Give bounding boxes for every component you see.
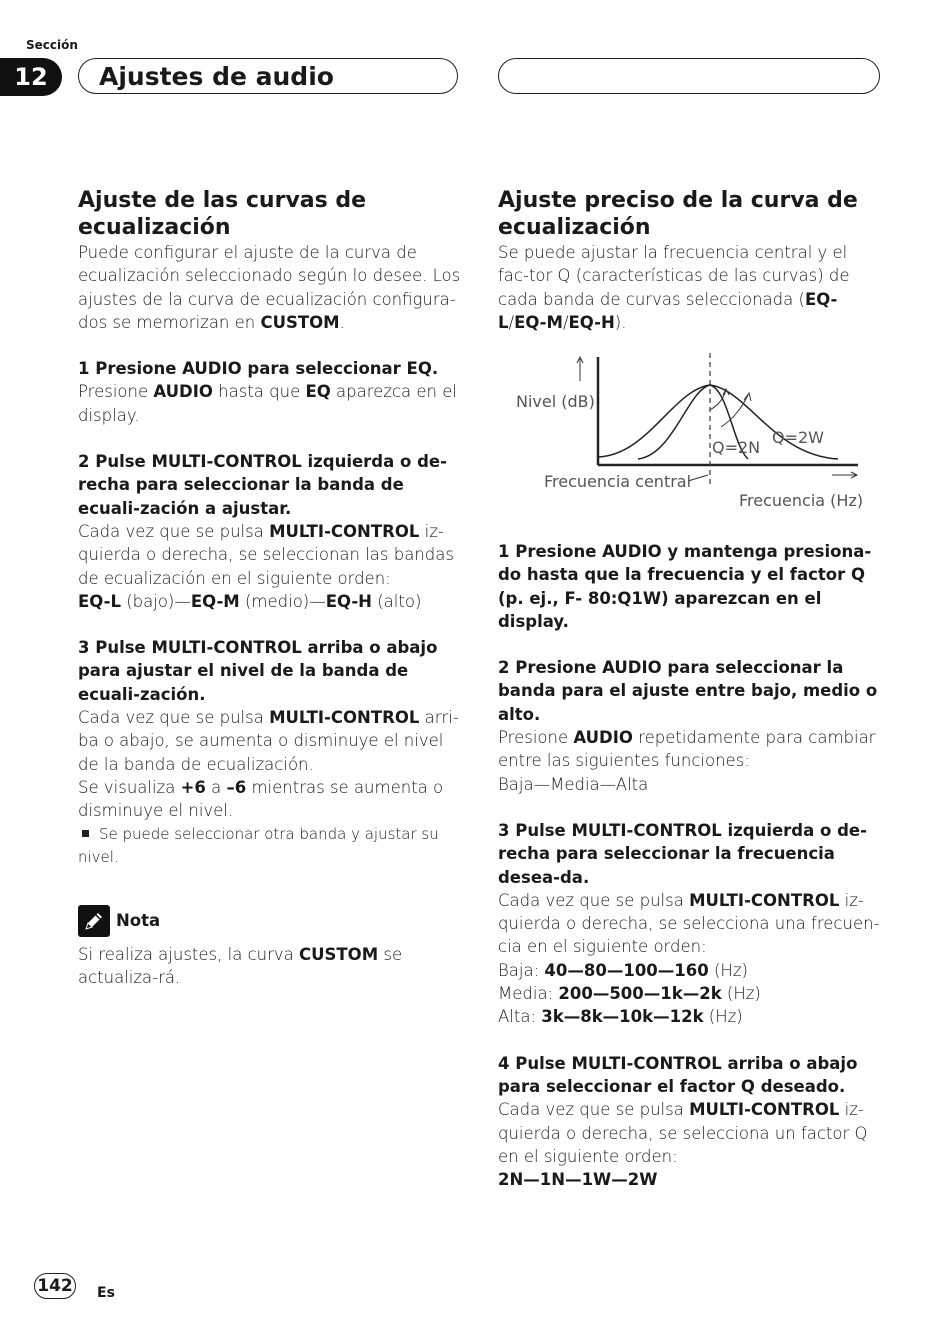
left-step2-text: Cada vez que se pulsa MULTI-CONTROL iz-quierda o derecha, se seleccionan las bandas de ecualización en el siguiente orden: [78,521,454,588]
left-intro: Puede configurar el ajuste de la curva de ecualización seleccionado según lo desee. Los ajustes de la curva de ecualización configura-dos se memorizan en CUSTOM. [78,243,461,332]
right-step3-text: Cada vez que se pulsa MULTI-CONTROL iz-quierda o derecha, se selecciona una frecuen-cia en el siguiente orden: [498,890,880,957]
eq-curve-diagram [498,345,880,520]
left-step3-text: Cada vez que se pulsa MULTI-CONTROL arri-ba o abajo, se aumenta o disminuye el nivel de la banda de ecualización. [78,708,459,774]
nota-heading: Nota [78,905,463,937]
left-heading: Ajuste de las curvas de ecualización [78,188,367,240]
right-step4-title: 4 Pulse MULTI-CONTROL arriba o abajo para seleccionar el factor Q deseado. [498,1053,858,1096]
right-steps [498,540,880,1191]
right-step1-title: 1 Presione AUDIO y mantenga presiona-do hasta que la frecuencia y el factor Q (p. ej., F- 80:Q1W) aparezcan en el display. [498,542,872,631]
header-empty-box [498,58,880,94]
right-heading: Ajuste preciso de la curva de ecualización [498,188,858,240]
right-intro: Se puede ajustar la frecuencia central y el fac-tor Q (características de las curvas) de cada banda de curvas seleccionada (EQ-L/EQ-M/EQ-H). [498,243,850,332]
left-column [78,187,463,989]
baja-frequencies: Baja: 40—80—100—160 (Hz) [498,960,748,980]
section-number-badge: 12 [0,58,62,96]
page-number: 142 [34,1273,76,1299]
left-step3-title: 3 Pulse MULTI-CONTROL arriba o abajo para ajustar el nivel de la banda de ecuali-zación. [78,638,438,704]
left-step2-title: 2 Pulse MULTI-CONTROL izquierda o de-recha para seleccionar la banda de ecuali-zación a ajustar. [78,452,447,518]
frecuencia-central-label: Frecuencia central [544,472,692,491]
right-step2-sequence: Baja—Media—Alta [498,774,649,794]
left-step3-range: Se visualiza +6 a –6 mientras se aumenta o disminuye el nivel. [78,777,444,821]
right-step2-title: 2 Presione AUDIO para seleccionar la banda para el ajuste entre bajo, medio o alto. [498,658,878,724]
nivel-label: Nivel (dB) [516,392,595,411]
left-step3-note: Se puede seleccionar otra banda y ajustar su nivel. [78,824,439,866]
page-title: Ajustes de audio [78,58,458,94]
media-frequencies: Media: 200—500—1k—2k (Hz) [498,984,761,1004]
frecuencia-label: Frecuencia (Hz) [739,491,864,510]
pencil-note-icon [78,905,110,937]
bullet-square-icon [82,830,89,837]
alta-frequencies: Alta: 3k—8k—10k—12k (Hz) [498,1007,743,1027]
q2n-label: Q=2N [712,438,761,457]
right-column [498,187,880,334]
left-step1-title: 1 Presione AUDIO para seleccionar EQ. [78,359,439,379]
right-step3-title: 3 Pulse MULTI-CONTROL izquierda o de-recha para seleccionar la frecuencia desea-da. [498,820,867,887]
right-step4-text: Cada vez que se pulsa MULTI-CONTROL iz-quierda o derecha, se selecciona un factor Q en el siguiente orden: [498,1100,868,1166]
q2w-label: Q=2W [772,428,824,447]
right-step2-text: Presione AUDIO repetidamente para cambiar entre las siguientes funciones: [498,728,876,771]
right-step4-sequence: 2N—1N—1W—2W [498,1170,658,1190]
left-step1-text: Presione AUDIO hasta que EQ aparezca en el display. [78,382,457,425]
left-step2-sequence: EQ-L (bajo)—EQ-M (medio)—EQ-H (alto) [78,591,422,611]
language-code: Es [97,1285,115,1301]
section-label: Sección [26,38,78,52]
nota-text: Si realiza ajustes, la curva CUSTOM se actualiza-rá. [78,944,403,987]
